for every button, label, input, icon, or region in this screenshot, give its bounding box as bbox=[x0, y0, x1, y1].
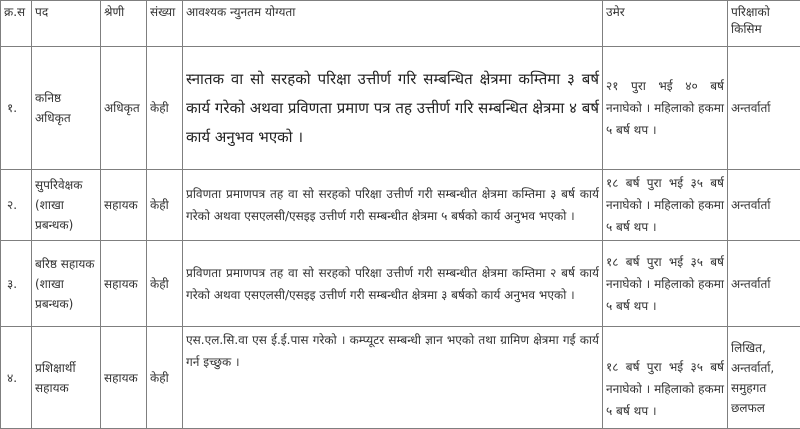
table-row bbox=[1, 47, 800, 170]
row-age: १८ बर्ष पुरा भई ३५ बर्ष ननाघेको । महिलाको हकमा ५ बर्ष थप । bbox=[603, 327, 728, 429]
row-class: सहायक bbox=[101, 327, 147, 429]
row-sn: ३. bbox=[1, 241, 32, 327]
table-row bbox=[1, 241, 800, 327]
row-count: केही bbox=[147, 47, 183, 170]
row-sn: ४. bbox=[1, 327, 32, 429]
row-post: प्रशिक्षार्थी सहायक bbox=[32, 327, 101, 429]
row-class: अधिकृत bbox=[101, 47, 147, 170]
row-qualification: प्रविणता प्रमाणपत्र तह वा सो सरहको परिक्षा उत्तीर्ण गरी सम्बन्धीत क्षेत्रमा कम्तिमा २ बर्ष कार्य गरेको अथवा एसएलसी/एसइइ उत्तीर्ण गरी सम्बन्धीत क्षेत्रमा ३ बर्षको कार्य अनुभव भएको । bbox=[183, 241, 603, 327]
row-age: २१ पुरा भई ४० बर्ष ननाघेको । महिलाको हकमा ५ बर्ष थप । bbox=[603, 47, 728, 170]
row-sn: १. bbox=[1, 47, 32, 170]
row-exam: अन्तर्वार्ता bbox=[728, 241, 800, 327]
table-row bbox=[1, 327, 800, 429]
table-row bbox=[1, 170, 800, 241]
row-qualification: प्रविणता प्रमाणपत्र तह वा सो सरहको परिक्षा उत्तीर्ण गरी सम्बन्धीत क्षेत्रमा कम्तिमा ३ बर्ष कार्य गरेको अथवा एसएलसी/एसइइ उत्तीर्ण गरी सम्बन्धीत क्षेत्रमा ५ बर्षको कार्य अनुभव भएको । bbox=[183, 170, 603, 241]
header-row bbox=[1, 1, 800, 47]
header-exam: परिक्षाको किसिम bbox=[728, 1, 800, 47]
header-post: पद bbox=[32, 1, 101, 47]
row-post: कनिष्ठ अधिकृत bbox=[32, 47, 101, 170]
row-qualification: स्नातक वा सो सरहको परिक्षा उत्तीर्ण गरि सम्बन्धित क्षेत्रमा कम्तिमा ३ बर्ष कार्य गरेको अथवा प्रविणता प्रमाण पत्र तह उत्तीर्ण गरि सम्बन्धित क्षेत्रमा ४ बर्ष कार्य अनुभव भएको । bbox=[183, 47, 603, 170]
header-sn: क्र.स bbox=[1, 1, 32, 47]
row-exam: अन्तर्वार्ता bbox=[728, 170, 800, 241]
row-count: केही bbox=[147, 170, 183, 241]
row-sn: २. bbox=[1, 170, 32, 241]
row-post: बरिष्ठ सहायक (शाखा प्रबन्धक) bbox=[32, 241, 101, 327]
row-age: १८ बर्ष पुरा भई ३५ बर्ष ननाघेको । महिलाको हकमा ५ बर्ष थप । bbox=[603, 241, 728, 327]
row-age: १८ बर्ष पुरा भई ३५ बर्ष ननाघेको । महिलाको हकमा ५ बर्ष थप । bbox=[603, 170, 728, 241]
row-class: सहायक bbox=[101, 170, 147, 241]
header-qualification: आवश्यक न्युनतम योग्यता bbox=[183, 1, 603, 47]
row-count: केही bbox=[147, 327, 183, 429]
row-exam: अन्तर्वार्ता bbox=[728, 47, 800, 170]
row-exam: लिखित, अन्तर्वार्ता, समुहगत छलफल bbox=[728, 327, 800, 429]
header-count: संख्या bbox=[147, 1, 183, 47]
header-class: श्रेणी bbox=[101, 1, 147, 47]
row-qualification: एस.एल.सि.वा एस ई.ई.पास गरेको । कम्प्यूटर सम्बन्धी ज्ञान भएको तथा ग्रामिण क्षेत्रमा गई कार्य गर्न इच्छुक । bbox=[183, 327, 603, 429]
row-count: केही bbox=[147, 241, 183, 327]
row-post: सुपरिवेक्षक (शाखा प्रबन्धक) bbox=[32, 170, 101, 241]
header-age: उमेर bbox=[603, 1, 728, 47]
row-class: सहायक bbox=[101, 241, 147, 327]
